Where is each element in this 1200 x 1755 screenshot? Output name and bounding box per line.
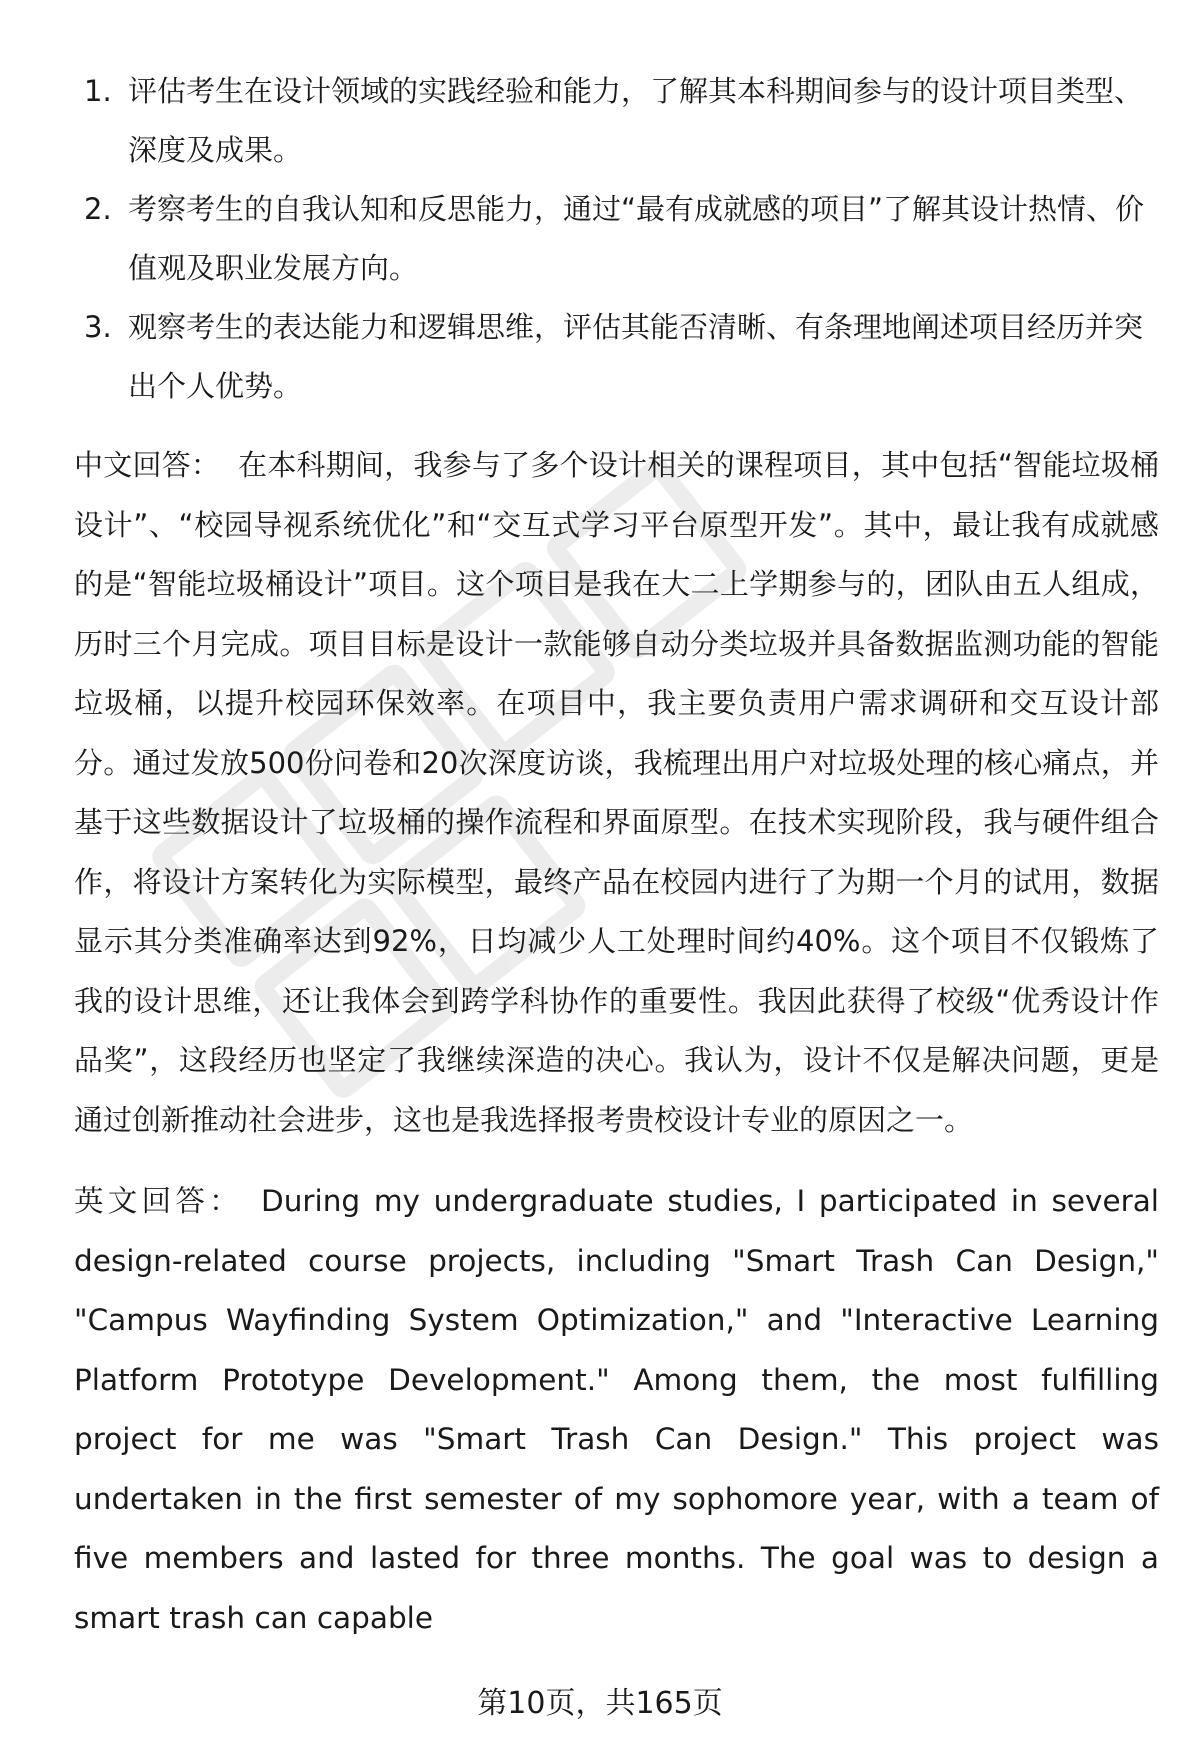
chinese-answer-text: 在本科期间，我参与了多个设计相关的课程项目，其中包括“智能垃圾桶设计”、“校园导视系统优化”和“交互式学习平台原型开发”。其中，最让我有成就感的是“智能垃圾桶设计”项目。这个项目是我在大二上学期参与的，团队由五人组成，历时三个月完成。项目目标是设计一款能够自动分类垃圾并具备数据监测功能的智能垃圾桶，以提升校园环保效率。在项目中，我主要负责用户需求调研和交互设计部分。通过发放500份问卷和20次深度访谈，我梳理出用户对垃圾处理的核心痛点，并基于这些数据设计了垃圾桶的操作流程和界面原型。在技术实现阶段，我与硬件组合作，将设计方案转化为实际模型，最终产品在校园内进行了为期一个月的试用，数据显示其分类准确率达到92%，日均减少人工处理时间约40%。这个项目不仅锻炼了我的设计思维，还让我体会到跨学科协作的重要性。我因此获得了校级“优秀设计作品奖”，这段经历也坚定了我继续深造的决心。我认为，设计不仅是解决问题，更是通过创新推动社会进步，这也是我选择报考贵校设计专业的原因之一。 bbox=[74, 448, 1159, 1137]
objective-number: 1. bbox=[84, 74, 112, 108]
english-answer-text: During my undergraduate studies, I participated in several design-related course projects, including "Smart Trash Can Design," "Campus Wayfinding System Optimization," and "Interactive Learning Platform Prototype Development." Among them, the most fulfilling project for me was "Smart Trash Can Design." This project was undertaken in the first semester of my sophomore year, with a team of five members and lasted for three months. The goal was to design a smart trash can capable bbox=[74, 1184, 1159, 1635]
objectives-list bbox=[74, 62, 1159, 416]
chinese-answer-label: 中文回答： bbox=[74, 448, 221, 482]
page-footer bbox=[0, 1684, 1200, 1724]
objective-number: 2. bbox=[84, 192, 112, 226]
content-area bbox=[74, 62, 1159, 1648]
objective-text: 考察考生的自我认知和反思能力，通过“最有成就感的项目”了解其设计热情、价值观及职业发展方向。 bbox=[128, 192, 1145, 285]
chinese-answer bbox=[74, 436, 1159, 1150]
english-answer bbox=[74, 1172, 1159, 1648]
objective-text: 观察考生的表达能力和逻辑思维，评估其能否清晰、有条理地阐述项目经历并突出个人优势。 bbox=[128, 310, 1144, 403]
objective-item bbox=[74, 62, 1159, 180]
objective-text: 评估考生在设计领域的实践经验和能力，了解其本科期间参与的设计项目类型、深度及成果。 bbox=[128, 74, 1144, 167]
page-number: 第10页，共165页 bbox=[477, 1686, 723, 1721]
objective-number: 3. bbox=[84, 310, 112, 344]
english-answer-label: 英文回答： bbox=[74, 1184, 243, 1218]
objective-item bbox=[74, 180, 1159, 298]
objective-item bbox=[74, 298, 1159, 416]
